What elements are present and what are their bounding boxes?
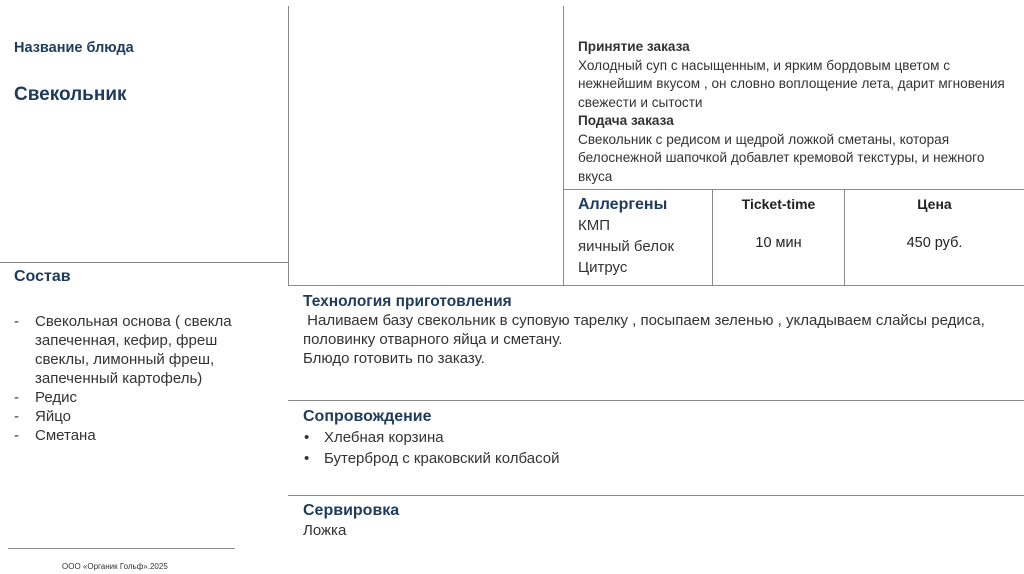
footer-company: ООО «Органик Гольф».2025 xyxy=(62,562,168,571)
composition-item: - Яйцо xyxy=(14,407,264,426)
accompaniment-list xyxy=(303,427,1003,469)
ticket-time-block xyxy=(713,196,844,251)
divider-left-horizontal xyxy=(0,262,288,263)
order-serve-title: Подача заказа xyxy=(578,113,674,128)
composition-item: - Сметана xyxy=(14,426,264,445)
composition-item: - Свекольная основа ( свекла запеченная, кефир, фреш свеклы, лимонный фреш, запеченный картофель) xyxy=(14,312,264,388)
price-title: Цена xyxy=(917,196,952,212)
technology-block xyxy=(303,292,1003,368)
allergen-item: яичный белок xyxy=(578,238,675,255)
order-accept-title: Принятие заказа xyxy=(578,39,690,54)
ticket-time-title: Ticket-time xyxy=(741,196,816,212)
price-value: 450 руб. xyxy=(906,235,963,251)
divider-right-vertical xyxy=(563,6,564,286)
divider-accompaniment-bottom xyxy=(288,495,1024,496)
divider-order-bottom xyxy=(563,189,1024,190)
composition-list xyxy=(14,312,264,445)
dish-name: Свекольник xyxy=(14,84,127,105)
serving-block xyxy=(303,501,1003,540)
footer-rule xyxy=(8,548,235,549)
price-block xyxy=(845,196,1024,251)
ticket-time-value: 10 мин xyxy=(755,235,802,251)
divider-mid-horizontal xyxy=(288,285,1024,286)
technology-text: Наливаем базу свекольник в суповую тарелку , посыпаем зеленью , укладываем слайсы редиса, половинку отварного яйца и сметану. xyxy=(303,312,989,348)
technology-note: Блюдо готовить по заказу. xyxy=(303,350,485,367)
accompaniment-item: • Хлебная корзина xyxy=(303,427,1003,448)
allergen-item: Цитрус xyxy=(578,259,628,276)
order-serve-text: Свекольник с редисом и щедрой ложкой сметаны, которая белоснежной шапочкой добавлет кремовой текстуры, и нежного вкуса xyxy=(578,131,985,184)
divider-left-vertical xyxy=(288,6,289,286)
allergen-item: КМП xyxy=(578,217,611,234)
accompaniment-item: • Бутерброд с краковский колбасой xyxy=(303,448,1003,469)
allergens-block xyxy=(578,195,708,278)
accompaniment-block xyxy=(303,407,1003,469)
serving-title: Сервировка xyxy=(303,502,400,519)
order-block xyxy=(578,38,1018,186)
technology-title: Технология приготовления xyxy=(303,293,512,310)
composition-item: - Редис xyxy=(14,388,264,407)
divider-technology-bottom xyxy=(288,400,1024,401)
dish-label: Название блюда xyxy=(14,40,134,56)
accompaniment-title: Сопровождение xyxy=(303,408,432,425)
composition-title: Состав xyxy=(14,268,71,285)
order-accept-text: Холодный суп с насыщенным, и ярким бордовым цветом с нежнейшим вкусом , он словно воплощение лета, дарит мгновения свежести и сытости xyxy=(578,57,1005,110)
allergens-title: Аллергены xyxy=(578,196,668,213)
serving-value: Ложка xyxy=(303,522,347,539)
